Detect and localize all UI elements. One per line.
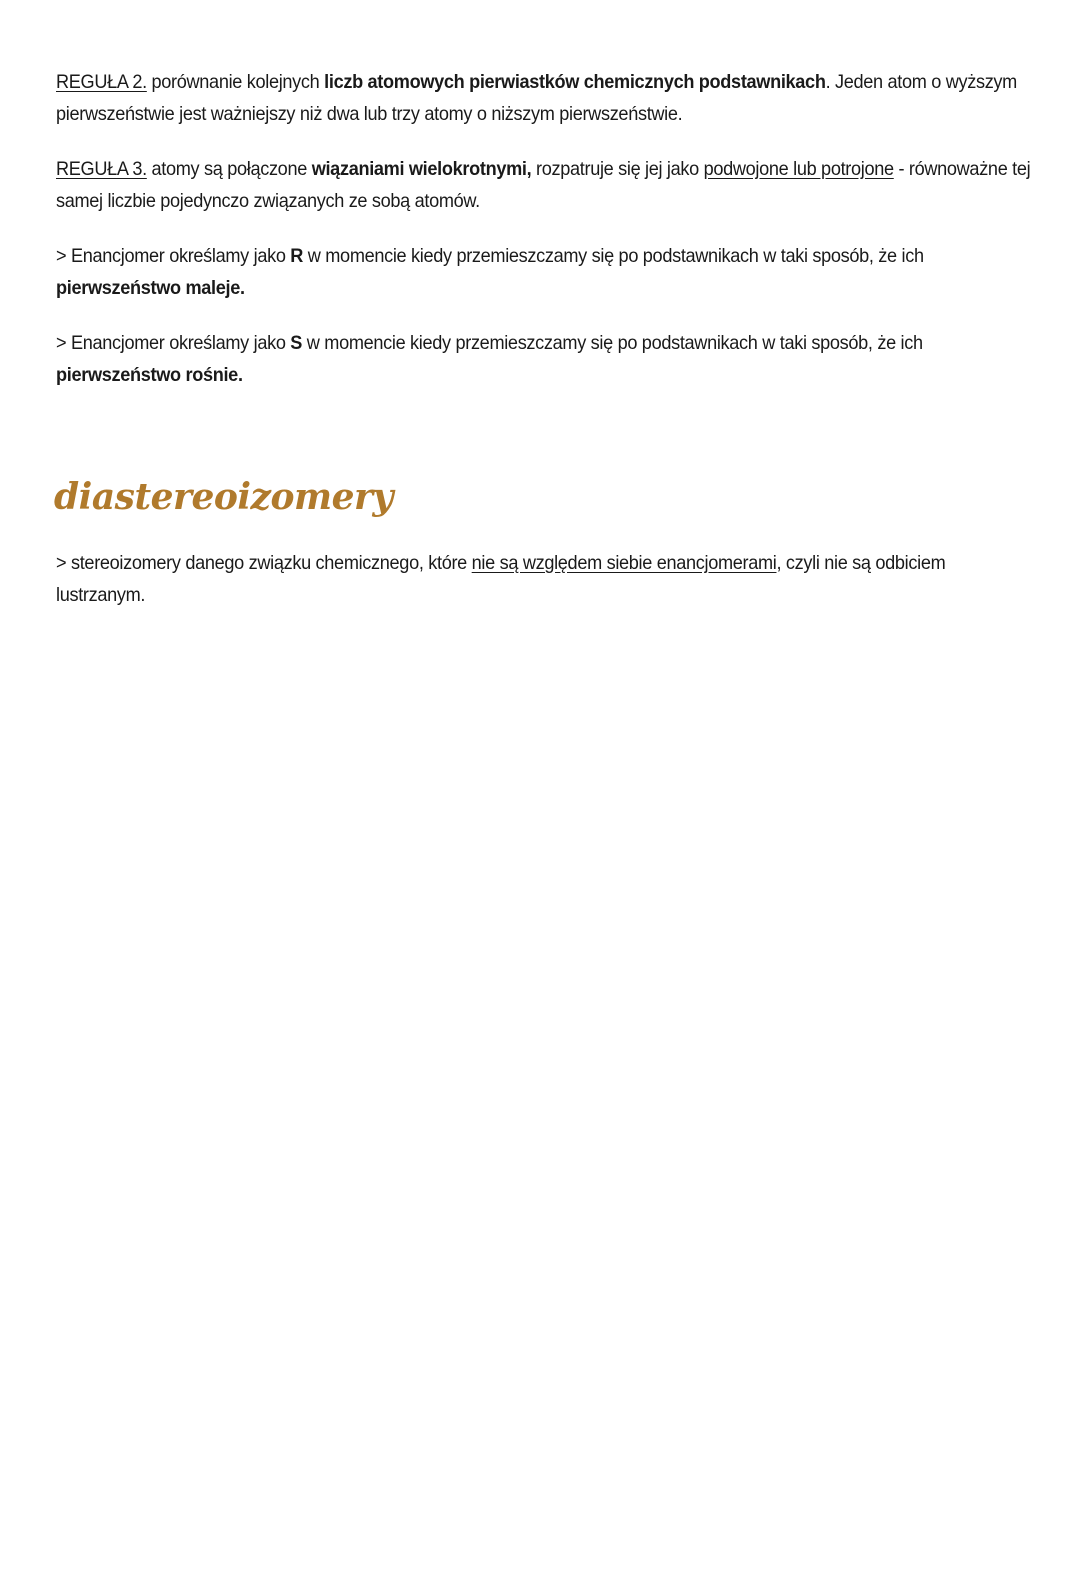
rule-3-underlined: podwojone lub potrojone xyxy=(703,158,894,180)
rule-2-paragraph xyxy=(56,66,1031,130)
definition-paragraph xyxy=(56,547,1031,611)
enantiomer-r-text-1: > Enancjomer określamy jako xyxy=(56,245,291,267)
enantiomer-s-text-2: w momencie kiedy przemieszczamy się po podstawnikach w taki sposób, że ich xyxy=(302,332,923,354)
rule-3-paragraph xyxy=(56,153,1031,217)
enantiomer-r-paragraph xyxy=(56,240,1031,304)
enantiomer-s-bold: pierwszeństwo rośnie. xyxy=(56,364,243,386)
definition-underlined: nie są względem siebie enancjomerami xyxy=(471,552,777,574)
rule-3-label: REGUŁA 3. xyxy=(56,158,147,180)
definition-text-2: , czyli nie są odbiciem lustrzanym. xyxy=(56,552,946,606)
rule-2-label: REGUŁA 2. xyxy=(56,71,147,93)
definition-text-1: > stereoizomery danego związku chemicznego, które xyxy=(56,552,472,574)
rule-2-text-2: . Jeden atom o wyższym pierwszeństwie jest ważniejszy niż dwa lub trzy atomy o niższym pierwszeństwie. xyxy=(56,71,1017,125)
enantiomer-r-bold: pierwszeństwo maleje. xyxy=(56,277,245,299)
document-body xyxy=(56,66,1031,611)
section-heading-diastereoizomery: diastereoizomery xyxy=(54,476,393,518)
rule-3-text-3: - równoważne tej samej liczbie pojedynczo związanych ze sobą atomów. xyxy=(56,158,1031,212)
enantiomer-s-text-1: > Enancjomer określamy jako xyxy=(56,332,291,354)
enantiomer-r-text-2: w momencie kiedy przemieszczamy się po podstawnikach w taki sposób, że ich xyxy=(303,245,924,267)
rule-2-bold: liczb atomowych pierwiastków chemicznych podstawnikach xyxy=(324,71,826,93)
rule-3-text-1: atomy są połączone xyxy=(146,158,312,180)
enantiomer-s-symbol: S xyxy=(290,332,303,354)
rule-2-text-1: porównanie kolejnych xyxy=(146,71,325,93)
rule-3-text-2: rozpatruje się jej jako xyxy=(531,158,704,180)
rule-3-bold: wiązaniami wielokrotnymi, xyxy=(311,158,532,180)
enantiomer-s-paragraph xyxy=(56,327,1031,391)
enantiomer-r-symbol: R xyxy=(290,245,304,267)
